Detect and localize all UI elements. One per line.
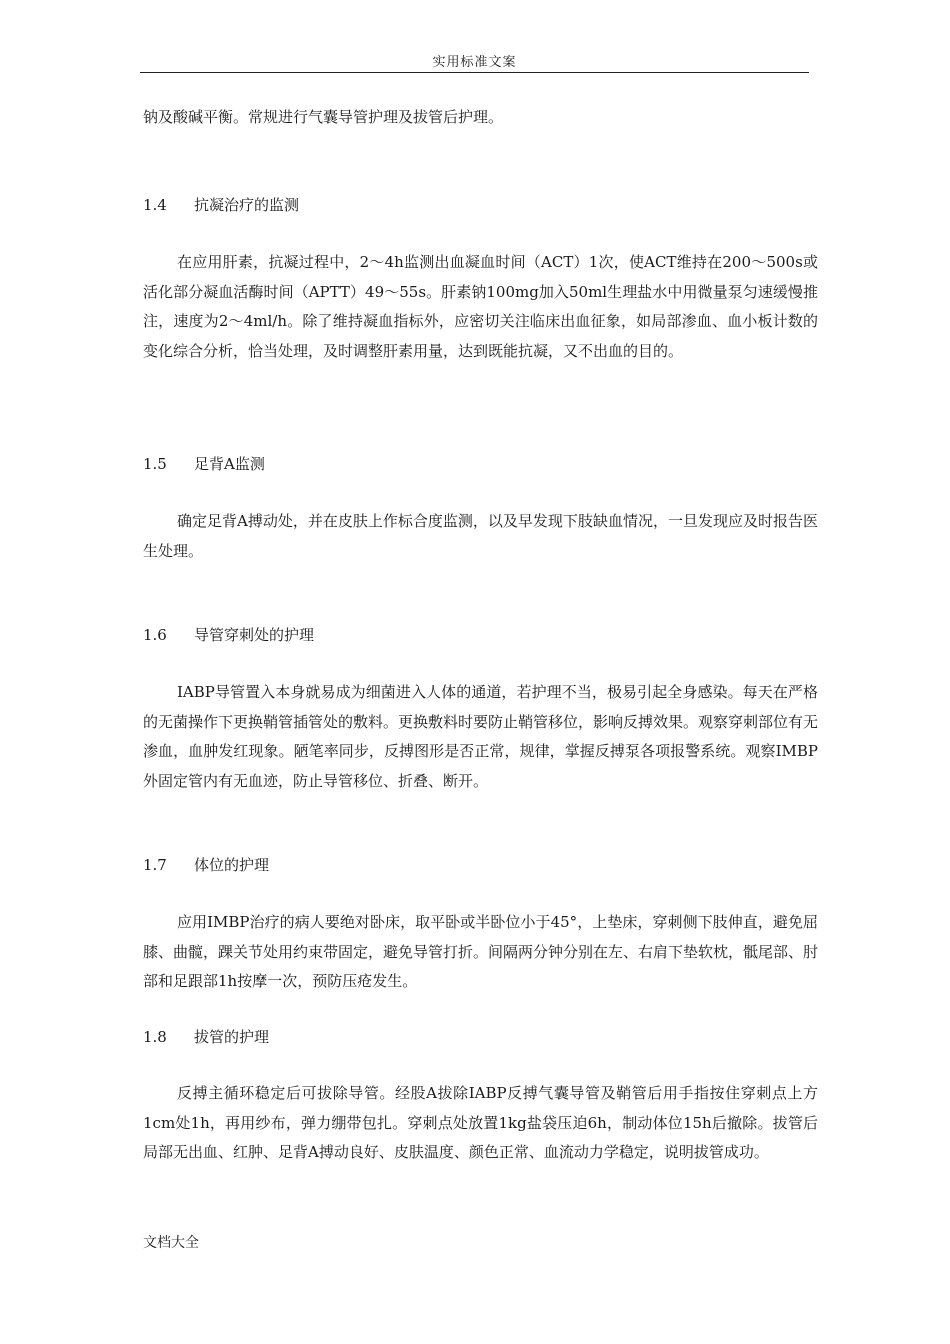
section-number: 1.5 — [143, 455, 167, 473]
page-footer — [143, 1233, 199, 1253]
section-number: 1.7 — [143, 856, 167, 874]
section-body-1-6: IABP导管置入本身就易成为细菌进入人体的通道，若护理不当，极易引起全身感染。每天在严格的无菌操作下更换鞘管插管处的敷料。更换敷料时要防止鞘管移位，影响反搏效果。观察穿刺部位有无渗血，血肿发红现象。陋笔率同步，反搏图形是否正常，规律，掌握反搏泵各项报警系统。观察IMBP外固定管内有无血迹，防止导管移位、折叠、断开。 — [143, 683, 819, 790]
section-heading-1-6 — [143, 624, 314, 646]
section-title: 体位的护理 — [194, 856, 270, 874]
section-heading-1-4 — [143, 194, 299, 216]
page-header — [140, 54, 809, 73]
section-title: 拔管的护理 — [194, 1028, 270, 1046]
section-title: 导管穿刺处的护理 — [194, 626, 315, 644]
section-body-1-4: 在应用肝素，抗凝过程中，2～4h监测出血凝血时间（ACT）1次，使ACT维持在200～500s或活化部分凝血活酶时间（APTT）49～55s。肝素钠100mg加入50ml生理盐水中用微量泵匀速缓慢推注，速度为2～4ml/h。除了维持凝血指标外，应密切关注临床出血征象，如局部渗血、血小板计数的变化综合分析，恰当处理，及时调整肝素用量，达到既能抗凝，又不出血的目的。 — [143, 253, 818, 360]
header-title: 实用标准文案 — [432, 55, 517, 70]
section-number: 1.6 — [143, 626, 167, 644]
footer-text: 文档大全 — [143, 1235, 199, 1251]
section-heading-1-5 — [143, 453, 265, 475]
intro-paragraph: 钠及酸碱平衡。常规进行气囊导管护理及拔管后护理。 — [143, 108, 504, 126]
section-body-1-5: 确定足背A搏动处，并在皮肤上作标合度监测，以及早发现下肢缺血情况，一旦发现应及时报告医生处理。 — [143, 512, 818, 560]
section-heading-1-8 — [143, 1026, 269, 1048]
section-body-1-8: 反搏主循环稳定后可拔除导管。经股A拔除IABP反搏气囊导管及鞘管后用手指按住穿刺点上方1cm处1h，再用纱布，弹力绷带包扎。穿刺点处放置1kg盐袋压迫6h，制动体位15h后撤除。拔管后局部无出血、红肿、足背A搏动良好、皮肤温度、颜色正常、血流动力学稳定，说明拔管成功。 — [143, 1084, 818, 1161]
section-body-1-7: 应用IMBP治疗的病人要绝对卧床，取平卧或半卧位小于45°，上垫床，穿刺侧下肢伸直，避免屈膝、曲髋，踝关节处用约束带固定，避免导管打折。间隔两分钟分别在左、右肩下垫软枕，骶尾部、肘部和足跟部1h按摩一次，预防压疮发生。 — [143, 913, 819, 990]
section-heading-1-7 — [143, 854, 269, 876]
section-title: 足背A监测 — [194, 455, 265, 473]
section-number: 1.8 — [143, 1028, 167, 1046]
section-number: 1.4 — [143, 196, 167, 214]
section-title: 抗凝治疗的监测 — [194, 196, 300, 214]
